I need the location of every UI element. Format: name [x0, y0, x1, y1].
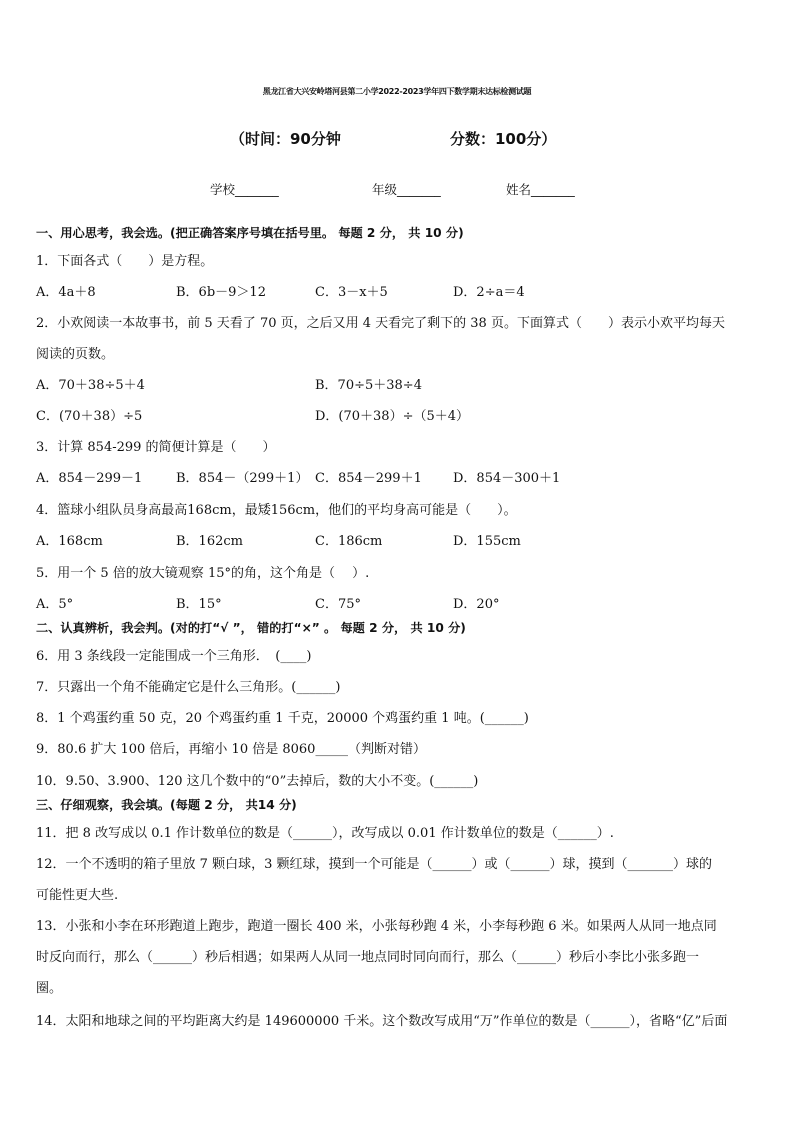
q3-option-b: B．854－（299＋1） — [176, 471, 309, 486]
q5-option-a: A．5° — [36, 597, 74, 612]
section-3-heading: 三、仔细观察，我会填。(每题 2 分， 共14 分) — [36, 798, 297, 812]
q1-option-c: C．3－x＋5 — [315, 285, 388, 300]
exam-score: 分数：100分） — [450, 130, 557, 148]
q4-option-a: A．168cm — [36, 534, 103, 549]
school-field: 学校_______ — [210, 182, 279, 197]
q5-option-b: B．15° — [176, 597, 222, 612]
question-10: 10．9.50、3.900、120 这几个数中的“0”去掉后，数的大小不变。(______) — [36, 774, 479, 789]
question-7: 7．只露出一个角不能确定它是什么三角形。(______) — [36, 680, 341, 695]
question-1: 1．下面各式（ ）是方程。 — [36, 254, 214, 269]
question-2-line-1: 2．小欢阅读一本故事书，前 5 天看了 70 页，之后又用 4 天看完了剩下的 38 页。下面算式（ ）表示小欢平均每天 — [36, 316, 725, 331]
q3-option-d: D．854－300＋1 — [453, 471, 561, 486]
q3-option-a: A．854－299－1 — [36, 471, 143, 486]
q4-option-c: C．186cm — [315, 534, 383, 549]
q1-option-a: A．4a＋8 — [36, 285, 96, 300]
question-13-line-3: 圈。 — [36, 981, 63, 996]
section-1-heading: 一、用心思考，我会选。(把正确答案序号填在括号里。 每题 2 分， 共 10 分) — [36, 226, 464, 240]
q5-option-d: D．20° — [453, 597, 500, 612]
q5-option-c: C．75° — [315, 597, 361, 612]
q4-option-d: D．155cm — [453, 534, 521, 549]
question-8: 8．1 个鸡蛋约重 50 克，20 个鸡蛋约重 1 千克，20000 个鸡蛋约重 1 吨。(______) — [36, 711, 529, 726]
q2-option-b: B．70÷5＋38÷4 — [315, 378, 422, 393]
question-14-line-1: 14．太阳和地球之间的平均距离大约是 149600000 千米。这个数改写成用“万”作单位的数是（______），省略“亿”后面 — [36, 1014, 728, 1029]
question-11: 11．把 8 改写成以 0.1 作计数单位的数是（______），改写成以 0.01 作计数单位的数是（______）. — [36, 826, 614, 841]
question-5: 5．用一个 5 倍的放大镜观察 15°的角，这个角是（ ）. — [36, 566, 370, 581]
q1-option-d: D．2÷a＝4 — [453, 285, 525, 300]
q2-option-c: C．(70＋38）÷5 — [36, 409, 143, 424]
question-13-line-2: 时反向而行，那么（______）秒后相遇；如果两人从同一地点同时同向而行，那么（______）秒后小李比小张多跑一 — [36, 950, 700, 965]
q4-option-b: B．162cm — [176, 534, 243, 549]
grade-field: 年级_______ — [372, 182, 441, 197]
question-12-line-1: 12．一个不透明的箱子里放 7 颗白球，3 颗红球，摸到一个可能是（______）或（______）球，摸到（_______）球的 — [36, 857, 712, 872]
question-4: 4．篮球小组队员身高最高168cm，最矮156cm，他们的平均身高可能是（ ）。 — [36, 503, 517, 518]
question-3: 3．计算 854-299 的简便计算是（ ） — [36, 440, 276, 455]
q1-option-b: B．6b－9＞12 — [176, 285, 266, 300]
question-9: 9．80.6 扩大 100 倍后，再缩小 10 倍是 8060_____（判断对错） — [36, 742, 426, 757]
name-field: 姓名_______ — [506, 182, 575, 197]
question-6: 6．用 3 条线段一定能围成一个三角形． (____) — [36, 649, 312, 664]
page-title: 黑龙江省大兴安岭塔河县第二小学2022-2023学年四下数学期末达标检测试题 — [262, 87, 532, 96]
q2-option-a: A．70＋38÷5＋4 — [36, 378, 145, 393]
section-2-heading: 二、认真辨析，我会判。(对的打“√ ”， 错的打“×” 。 每题 2 分， 共 10 分) — [36, 621, 466, 635]
question-13-line-1: 13．小张和小李在环形跑道上跑步，跑道一圈长 400 米，小张每秒跑 4 米，小李每秒跑 6 米。如果两人从同一地点同 — [36, 919, 717, 934]
q2-option-d: D．(70＋38）÷（5＋4） — [315, 409, 470, 424]
question-2-line-2: 阅读的页数。 — [36, 347, 115, 362]
question-12-line-2: 可能性更大些. — [36, 888, 119, 903]
q3-option-c: C．854－299＋1 — [315, 471, 422, 486]
exam-time: （时间：90分钟 — [230, 130, 341, 148]
